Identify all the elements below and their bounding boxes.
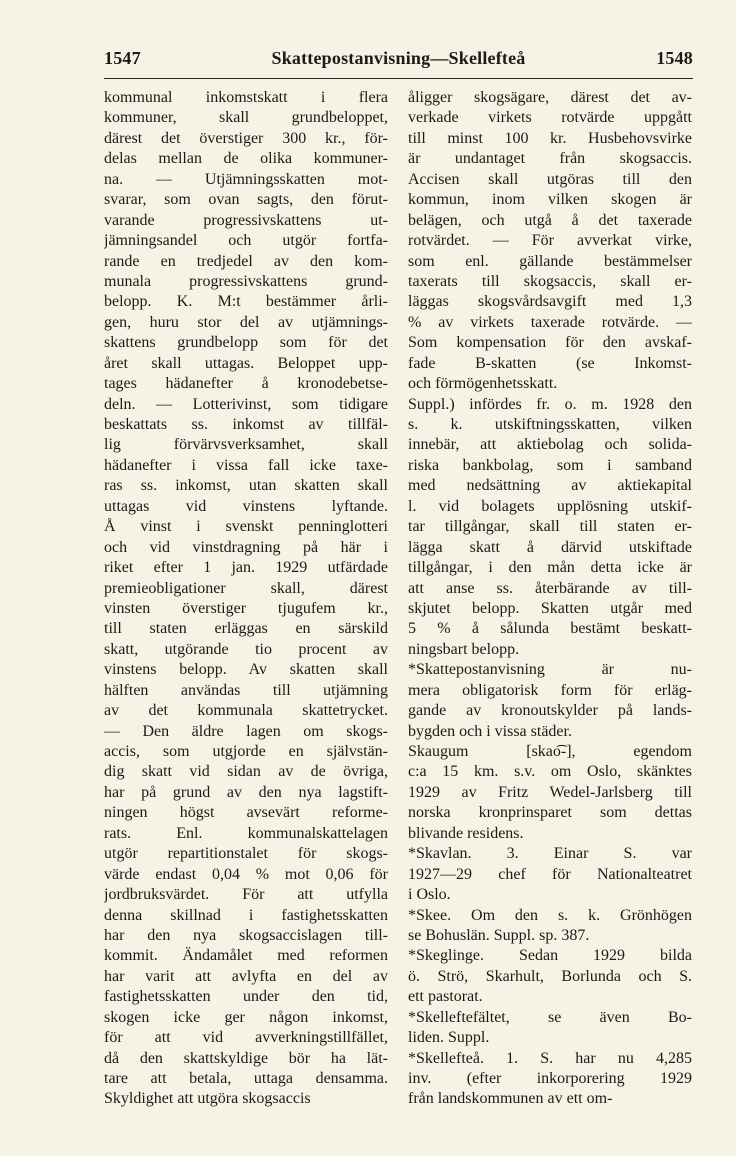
text-line: bygden och i vissa städer. bbox=[408, 722, 572, 740]
text-line: Som kompensation för den avskaf- bbox=[408, 334, 692, 352]
text-line: 5 % å sålunda bestämt beskatt- bbox=[408, 620, 692, 638]
text-line: blivande residens. bbox=[408, 824, 524, 842]
text-line: till minst 100 kr. Husbehovsvirke bbox=[408, 129, 692, 147]
text-line: 1929 av Fritz Wedel-Jarlsberg till bbox=[408, 783, 692, 801]
left-column bbox=[104, 88, 388, 1110]
text-line: inv. (efter inkorporering 1929 bbox=[408, 1070, 692, 1087]
text-line: kommuner, skall grundbeloppet, bbox=[104, 109, 388, 127]
text-line: Skaugum [skao͡-], egendom bbox=[408, 743, 692, 760]
text-line: ett pastorat. bbox=[408, 988, 483, 1006]
text-line: hälften användas till utjämning bbox=[104, 681, 388, 699]
text-line: 1927—29 chef för Nationalteatret bbox=[408, 865, 692, 883]
text-line: *Skee. Om den s. k. Grönhögen bbox=[408, 906, 692, 924]
text-line: året skall uttagas. Beloppet upp- bbox=[104, 354, 388, 372]
text-line: utgör repartitionstalet för skogs- bbox=[104, 845, 388, 863]
text-line: Suppl.) infördes fr. o. m. 1928 den bbox=[408, 395, 692, 413]
text-line: dig skatt vid sidan av de övriga, bbox=[104, 763, 388, 781]
text-line: rande en tredjedel av den kom- bbox=[104, 252, 388, 270]
text-line: kommunal inkomstskatt i flera bbox=[104, 89, 388, 106]
text-line: har varit att avlyfta en del av bbox=[104, 967, 388, 985]
text-line: fade B-skatten (se Inkomst- bbox=[408, 354, 692, 372]
text-line: riska bankbolag, som i samband bbox=[408, 456, 692, 474]
text-line: denna skillnad i fastighetsskatten bbox=[104, 906, 388, 924]
text-line: belopp. K. M:t bestämmer årli- bbox=[104, 293, 388, 311]
text-line: riket efter 1 jan. 1929 utfärdade bbox=[104, 559, 388, 577]
text-line: ö. Strö, Skarhult, Borlunda och S. bbox=[408, 967, 692, 985]
running-title: Skattepostanvisning—Skellefteå bbox=[271, 48, 526, 68]
text-line: *Skattepostanvisning är nu- bbox=[408, 661, 692, 679]
text-line: då den skattskyldige bör ha lät- bbox=[104, 1049, 388, 1067]
text-line: rotvärdet. — För avverkat virke, bbox=[408, 232, 692, 250]
text-line: % av virkets taxerade rotvärde. — bbox=[408, 313, 692, 331]
text-line: ningsbart belopp. bbox=[408, 640, 520, 658]
text-line: Accisen skall utgöras till den bbox=[408, 170, 692, 188]
text-line: tar tillgångar, skall till staten er- bbox=[408, 518, 692, 536]
text-line: vinstens belopp. Av skatten skall bbox=[104, 661, 388, 679]
text-line: lig förvärvsverksamhet, skall bbox=[104, 436, 388, 454]
text-line: tare att betala, uttaga densamma. bbox=[104, 1070, 388, 1087]
text-line: *Skelleftefältet, se även Bo- bbox=[408, 1008, 692, 1026]
text-line: — Den äldre lagen om skogs- bbox=[104, 722, 388, 740]
text-line: och vid vinstdragning på här i bbox=[104, 538, 388, 556]
text-line: Å vinst i svenskt penninglotteri bbox=[104, 518, 388, 536]
text-line: mera obligatorisk form för erläg- bbox=[408, 681, 692, 699]
text-line: ningen högst avsevärt reforme- bbox=[104, 804, 388, 822]
text-line: norska kronprinsparet som dettas bbox=[408, 804, 692, 822]
text-line: *Skeglinge. Sedan 1929 bilda bbox=[408, 947, 692, 965]
text-line: och förmögenhetsskatt. bbox=[408, 375, 558, 393]
text-line: lägga skatt å därvid utskiftade bbox=[408, 538, 692, 556]
page-number-left: 1547 bbox=[104, 48, 141, 68]
right-column bbox=[408, 88, 692, 1110]
text-line: belägen, och utgå å det taxerade bbox=[408, 211, 692, 229]
text-line: verkade virkets rotvärde uppgått bbox=[408, 109, 692, 127]
text-line: *Skavlan. 3. Einar S. var bbox=[408, 845, 692, 863]
text-line: i Oslo. bbox=[408, 886, 451, 904]
text-line: premieobligationer skall, därest bbox=[104, 579, 388, 597]
text-line: hädanefter i vissa fall icke taxe- bbox=[104, 456, 388, 474]
text-line: uttagas vid vinstens lyftande. bbox=[104, 497, 388, 515]
text-line: skattens grundbelopp som för det bbox=[104, 334, 388, 352]
text-line: är undantaget från skogsaccis. bbox=[408, 150, 692, 168]
text-line: na. — Utjämningsskatten mot- bbox=[104, 170, 388, 188]
text-line: delas mellan de olika kommuner- bbox=[104, 150, 388, 168]
page-number-right: 1548 bbox=[656, 48, 693, 68]
text-line: av det kommunala skattetrycket. bbox=[104, 702, 388, 720]
text-line: *Skellefteå. 1. S. har nu 4,285 bbox=[408, 1049, 692, 1067]
text-line: c:a 15 km. s.v. om Oslo, skänktes bbox=[408, 763, 692, 781]
text-line: som enl. gällande bestämmelser bbox=[408, 252, 692, 270]
text-line: jordbruksvärdet. För att utfylla bbox=[104, 886, 388, 904]
text-line: värde endast 0,04 % mot 0,06 för bbox=[104, 865, 388, 883]
text-line: gande av kronoutskylder på lands- bbox=[408, 702, 692, 720]
text-line: till staten erläggas en särskild bbox=[104, 620, 388, 638]
text-line: därest det överstiger 300 kr., för- bbox=[104, 129, 388, 147]
text-line: tages hädanefter å kronodebetse- bbox=[104, 375, 388, 393]
text-line: liden. Suppl. bbox=[408, 1029, 490, 1047]
text-line: för att vid avverkningstillfället, bbox=[104, 1029, 388, 1047]
text-line: med nedsättning av aktiekapital bbox=[408, 477, 692, 495]
page-header bbox=[104, 48, 693, 74]
text-line: s. k. utskiftningsskatten, vilken bbox=[408, 416, 692, 433]
text-line: har på grund av den nya lagstift- bbox=[104, 783, 388, 801]
text-line: accis, som utgjorde en självstän- bbox=[104, 743, 388, 760]
text-line: deln. — Lotterivinst, som tidigare bbox=[104, 395, 388, 413]
text-line: skatt, utgörande tio procent av bbox=[104, 640, 388, 658]
text-line: har den nya skogsaccislagen till- bbox=[104, 926, 388, 944]
text-line: se Bohuslän. Suppl. sp. 387. bbox=[408, 926, 590, 944]
text-line: kommit. Ändamålet med reformen bbox=[104, 947, 388, 965]
text-line: skogen icke ger någon inkomst, bbox=[104, 1008, 388, 1026]
text-line: munala progressivskattens grund- bbox=[104, 272, 388, 290]
text-line: rats. Enl. kommunalskattelagen bbox=[104, 824, 388, 842]
text-line: kommun, inom vilken skogen är bbox=[408, 191, 692, 209]
text-line: jämningsandel och utgör fortfa- bbox=[104, 232, 388, 250]
text-line: innebär, att aktiebolag och solida- bbox=[408, 436, 692, 454]
text-line: vinsten överstiger tjugufem kr., bbox=[104, 599, 388, 617]
text-line: fastighetsskatten under den tid, bbox=[104, 988, 388, 1006]
text-line: ras ss. inkomst, utan skatten skall bbox=[104, 477, 388, 495]
text-line: Skyldighet att utgöra skogsaccis bbox=[104, 1090, 311, 1108]
text-line: tillgångar, i den mån detta icke är bbox=[408, 559, 692, 577]
text-line: beskattats ss. inkomst av tillfäl- bbox=[104, 416, 388, 433]
header-rule bbox=[104, 78, 693, 79]
text-line: från landskommunen av ett om- bbox=[408, 1090, 613, 1108]
text-line: skjutet belopp. Skatten utgår med bbox=[408, 599, 692, 617]
text-line: l. vid bolagets upplösning utskif- bbox=[408, 497, 692, 515]
text-line: svarar, som ovan sagts, den förut- bbox=[104, 191, 388, 209]
text-line: läggas skogsvårdsavgift med 1,3 bbox=[408, 293, 692, 311]
text-line: åligger skogsägare, därest det av- bbox=[408, 89, 692, 106]
text-line: gen, huru stor del av utjämnings- bbox=[104, 313, 388, 331]
text-line: att anse ss. återbärande av till- bbox=[408, 579, 692, 597]
text-line: taxerats till skogsaccis, skall er- bbox=[408, 272, 692, 290]
text-line: varande progressivskattens ut- bbox=[104, 211, 388, 229]
